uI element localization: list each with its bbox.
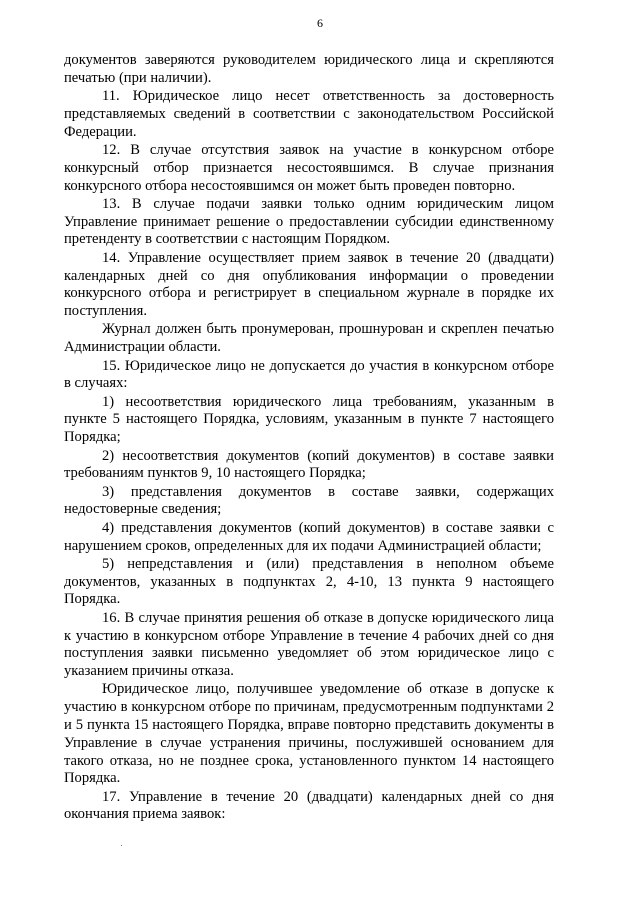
paragraph-16-resubmission: Юридическое лицо, получившее уведомление об отказе в допуске к участию в конкурсном отборе по причинам, предусмотренным подпунктами 2 и 5 пункта 15 настоящего Порядка, вправе повторно представить документы в Управление в случае устранения причины, послужившей основанием для такого отказа, но не позднее срока, установленного пунктом 14 настоящего Порядка. [64,681,554,787]
paragraph-15: 15. Юридическое лицо не допускается до участия в конкурсном отборе в случаях: [64,357,554,392]
paragraph-14: 14. Управление осуществляет прием заявок в течение 20 (двадцати) календарных дней со дня опубликования информации о проведении конкурсного отбора и регистрирует в специальном журнале в порядке их поступления. [64,249,554,320]
paragraph-13: 13. В случае подачи заявки только одним юридическим лицом Управление принимает решение о предоставлении субсидии единственному претенденту в соответствии с настоящим Порядком. [64,195,554,248]
paragraph-16: 16. В случае принятия решения об отказе в допуске юридического лица к участию в конкурсном отборе Управление в течение 4 рабочих дней со дня поступления заявки письменно уведомляет об этом юридическое лицо с указанием причины отказа. [64,609,554,680]
paragraph-17: 17. Управление в течение 20 (двадцати) календарных дней со дня окончания приема заявок: [64,788,554,823]
page-number: 6 [317,16,323,30]
paragraph-continuation: документов заверяются руководителем юридического лица и скрепляются печатью (при наличии). [64,52,554,86]
paragraph-15-item-5: 5) непредставления и (или) представления в неполном объеме документов, указанных в подпунктах 2, 4-10, 13 пункта 9 настоящего Порядка. [64,555,554,608]
document-body [64,52,554,825]
paragraph-15-item-3: 3) представления документов в составе заявки, содержащих недостоверные сведения; [64,483,554,518]
paragraph-15-item-2: 2) несоответствия документов (копий документов) в составе заявки требованиям пунктов 9, 10 настоящего Порядка; [64,447,554,482]
paragraph-14-journal: Журнал должен быть пронумерован, прошнурован и скреплен печатью Администрации области. [64,321,554,356]
paragraph-11: 11. Юридическое лицо несет ответственность за достоверность представляемых сведений в соответствии с законодательством Российской Федерации. [64,88,554,140]
paragraph-15-item-1: 1) несоответствия юридического лица требованиям, указанным в пункте 5 настоящего Порядка, условиям, указанным в пункте 7 настоящего Порядка; [64,393,554,446]
paragraph-15-item-4: 4) представления документов (копий документов) в составе заявки с нарушением сроков, определенных для их подачи Администрацией области; [64,519,554,554]
scan-speck [121,845,122,846]
paragraph-12: 12. В случае отсутствия заявок на участие в конкурсном отборе конкурсный отбор признается несостоявшимся. В случае признания конкурсного отбора несостоявшимся он может быть проведен повторно. [64,141,554,194]
